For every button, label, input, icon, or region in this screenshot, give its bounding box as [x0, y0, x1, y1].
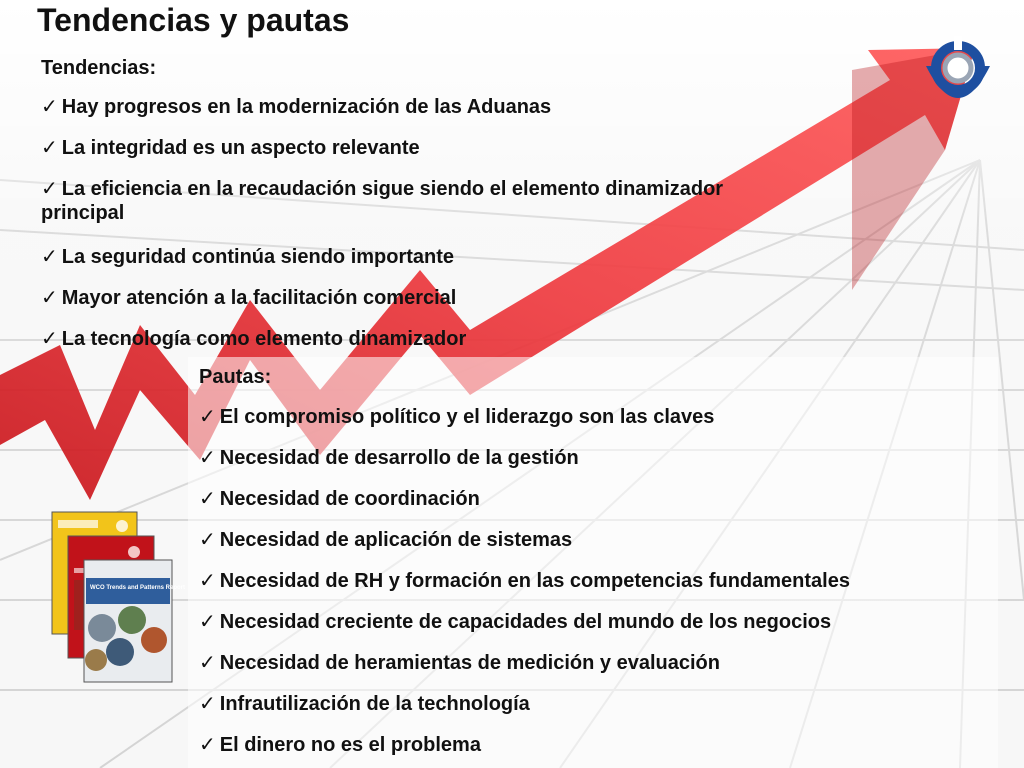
check-icon: ✓: [41, 287, 58, 309]
tendencias-item: ✓ La tecnología como elemento dinamizador: [41, 328, 467, 350]
check-icon: ✓: [41, 137, 58, 159]
pautas-item: ✓ Necesidad de coordinación: [199, 488, 480, 510]
check-icon: ✓: [199, 611, 216, 633]
tendencias-item: ✓ Mayor atención a la facilitación comercial: [41, 287, 457, 309]
tendencias-item: ✓ La eficiencia en la recaudación sigue siendo el elemento dinamizador principal: [41, 178, 724, 224]
pautas-item: ✓ Necesidad creciente de capacidades del mundo de los negocios: [199, 611, 832, 633]
pautas-item: ✓ Necesidad de desarrollo de la gestión: [199, 447, 579, 469]
check-icon: ✓: [199, 529, 216, 551]
pautas-item: ✓ Infrautilización de la technología: [199, 693, 530, 715]
wco-logo-icon: [918, 30, 998, 110]
check-icon: ✓: [41, 328, 58, 350]
check-icon: ✓: [41, 96, 58, 118]
report-covers-image: [50, 510, 186, 690]
check-icon: ✓: [199, 406, 216, 428]
pautas-item: ✓ Necesidad de aplicación de sistemas: [199, 529, 573, 551]
slide-title: Tendencias y pautas: [37, 2, 350, 38]
check-icon: ✓: [199, 570, 216, 592]
report-cover-title: WCO Trends and Patterns Report: [90, 585, 186, 591]
check-icon: ✓: [41, 246, 58, 268]
tendencias-heading: Tendencias:: [41, 57, 157, 79]
pautas-item: ✓ Necesidad de heramientas de medición y evaluación: [199, 652, 720, 674]
pautas-item: ✓ Necesidad de RH y formación en las competencias fundamentales: [199, 570, 850, 592]
check-icon: ✓: [199, 488, 216, 510]
check-icon: ✓: [199, 652, 216, 674]
tendencias-item: ✓ La integridad es un aspecto relevante: [41, 137, 420, 159]
check-icon: ✓: [199, 693, 216, 715]
check-icon: ✓: [199, 734, 216, 756]
pautas-item: ✓ El compromiso político y el liderazgo son las claves: [199, 406, 715, 428]
tendencias-item: ✓ La seguridad continúa siendo importante: [41, 246, 455, 268]
pautas-item: ✓ El dinero no es el problema: [199, 734, 481, 756]
check-icon: ✓: [41, 178, 58, 200]
tendencias-item: ✓ Hay progresos en la modernización de las Aduanas: [41, 96, 552, 118]
report-cover-front: [84, 560, 185, 682]
pautas-heading: Pautas:: [199, 366, 272, 388]
check-icon: ✓: [199, 447, 216, 469]
